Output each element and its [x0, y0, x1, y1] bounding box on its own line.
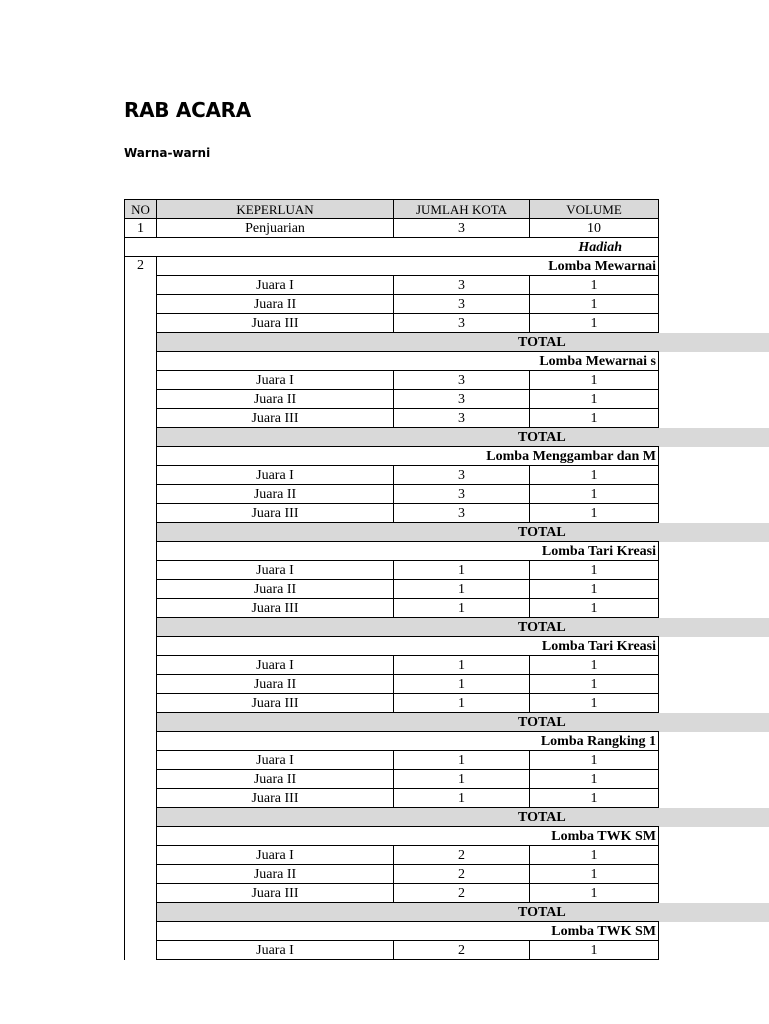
row-keperluan: Penjuarian [157, 219, 394, 238]
table-row [125, 599, 769, 618]
row-keperluan: Juara II [157, 390, 394, 409]
row-jumlah-kota: 3 [394, 219, 530, 238]
table-row [125, 314, 769, 333]
row-jumlah-kota: 3 [394, 314, 530, 333]
table-row [125, 580, 769, 599]
row-volume: 1 [530, 675, 659, 694]
row-jumlah-kota: 1 [394, 599, 530, 618]
row-volume: 1 [530, 694, 659, 713]
section-title: Lomba Mewarnai s [157, 352, 659, 371]
section-title: Lomba Tari Kreasi [157, 637, 659, 656]
table-row [125, 694, 769, 713]
row-volume: 1 [530, 941, 659, 960]
header-volume: VOLUME [530, 200, 659, 219]
row-jumlah-kota: 3 [394, 466, 530, 485]
row-keperluan: Juara I [157, 276, 394, 295]
row-keperluan: Juara I [157, 561, 394, 580]
row-jumlah-kota: 2 [394, 846, 530, 865]
section-title: Lomba TWK SM [157, 827, 659, 846]
row-volume: 1 [530, 314, 659, 333]
total-row [125, 808, 769, 827]
total-label: TOTAL [157, 428, 769, 447]
section-title-row [125, 827, 769, 846]
row-keperluan: Juara II [157, 580, 394, 599]
total-row [125, 903, 769, 922]
row-volume: 1 [530, 276, 659, 295]
row-jumlah-kota: 3 [394, 295, 530, 314]
total-label: TOTAL [157, 333, 769, 352]
section-title: Lomba Mewarnai [157, 257, 659, 276]
header-keperluan: KEPERLUAN [157, 200, 394, 219]
row-volume: 1 [530, 561, 659, 580]
row-volume: 1 [530, 751, 659, 770]
table-row [125, 751, 769, 770]
table-row [125, 390, 769, 409]
row-keperluan: Juara III [157, 314, 394, 333]
row-jumlah-kota: 1 [394, 770, 530, 789]
document-title: RAB ACARA [124, 98, 251, 122]
row-volume: 1 [530, 884, 659, 903]
row-keperluan: Juara II [157, 865, 394, 884]
table-row [125, 941, 769, 960]
row-volume: 1 [530, 789, 659, 808]
row-keperluan: Juara III [157, 504, 394, 523]
section-title-row [125, 922, 769, 941]
row-keperluan: Juara II [157, 295, 394, 314]
total-label: TOTAL [157, 713, 769, 732]
section-title: Lomba Tari Kreasi [157, 542, 659, 561]
hadiah-row [125, 238, 769, 257]
row-jumlah-kota: 1 [394, 751, 530, 770]
row-volume: 1 [530, 770, 659, 789]
total-row [125, 713, 769, 732]
total-label: TOTAL [157, 618, 769, 637]
row-keperluan: Juara III [157, 599, 394, 618]
row-no: 2 [125, 257, 157, 276]
row-jumlah-kota: 3 [394, 409, 530, 428]
row-jumlah-kota: 1 [394, 789, 530, 808]
table-row [125, 865, 769, 884]
table-row [125, 276, 769, 295]
section-title-row [125, 732, 769, 751]
row-keperluan: Juara I [157, 656, 394, 675]
total-row [125, 523, 769, 542]
row-jumlah-kota: 3 [394, 485, 530, 504]
row-volume: 1 [530, 580, 659, 599]
table-row [125, 770, 769, 789]
row-volume: 1 [530, 599, 659, 618]
hadiah-label: Hadiah [530, 238, 659, 257]
total-row [125, 333, 769, 352]
header-overflow [659, 200, 769, 219]
row-volume: 1 [530, 846, 659, 865]
row-jumlah-kota: 3 [394, 371, 530, 390]
total-label: TOTAL [157, 903, 769, 922]
row-keperluan: Juara I [157, 941, 394, 960]
total-row [125, 618, 769, 637]
section-title-row [125, 257, 769, 276]
row-jumlah-kota: 3 [394, 390, 530, 409]
section-title-row [125, 542, 769, 561]
row-volume: 1 [530, 295, 659, 314]
section-title: Lomba Menggambar dan M [157, 447, 659, 466]
row-jumlah-kota: 2 [394, 884, 530, 903]
table-row [125, 789, 769, 808]
row-no: 1 [125, 219, 157, 238]
table-row [125, 409, 769, 428]
row-volume: 1 [530, 485, 659, 504]
total-label: TOTAL [157, 523, 769, 542]
row-keperluan: Juara I [157, 846, 394, 865]
row-keperluan: Juara III [157, 409, 394, 428]
row-jumlah-kota: 2 [394, 941, 530, 960]
row-jumlah-kota: 1 [394, 675, 530, 694]
row-keperluan: Juara III [157, 789, 394, 808]
table-row [125, 675, 769, 694]
row-jumlah-kota: 1 [394, 580, 530, 599]
rab-table [124, 199, 769, 960]
rab-table-viewport [124, 199, 768, 958]
document-subtitle: Warna-warni [124, 146, 211, 160]
row-keperluan: Juara II [157, 675, 394, 694]
total-label: TOTAL [157, 808, 769, 827]
table-row [125, 504, 769, 523]
row-volume: 1 [530, 390, 659, 409]
section-title-row [125, 637, 769, 656]
row-jumlah-kota: 3 [394, 276, 530, 295]
table-row [125, 846, 769, 865]
table-row [125, 466, 769, 485]
row-keperluan: Juara II [157, 770, 394, 789]
row-volume: 1 [530, 371, 659, 390]
section-title-row [125, 352, 769, 371]
row-jumlah-kota: 1 [394, 656, 530, 675]
row-volume: 1 [530, 865, 659, 884]
table-row [125, 219, 769, 238]
table-row [125, 295, 769, 314]
row-keperluan: Juara II [157, 485, 394, 504]
row-jumlah-kota: 1 [394, 561, 530, 580]
row-keperluan: Juara I [157, 371, 394, 390]
table-row [125, 485, 769, 504]
table-row [125, 371, 769, 390]
row-volume: 1 [530, 656, 659, 675]
row-keperluan: Juara III [157, 694, 394, 713]
row-volume: 1 [530, 466, 659, 485]
row-jumlah-kota: 1 [394, 694, 530, 713]
row-jumlah-kota: 3 [394, 504, 530, 523]
row-keperluan: Juara I [157, 751, 394, 770]
total-row [125, 428, 769, 447]
table-row [125, 884, 769, 903]
row-volume: 1 [530, 409, 659, 428]
section-title: Lomba Rangking 1 [157, 732, 659, 751]
table-row [125, 656, 769, 675]
row-jumlah-kota: 2 [394, 865, 530, 884]
row-keperluan: Juara I [157, 466, 394, 485]
table-header-row [125, 200, 769, 219]
row-volume: 10 [530, 219, 659, 238]
section-title-row [125, 447, 769, 466]
header-no: NO [125, 200, 157, 219]
header-jumlah-kota: JUMLAH KOTA [394, 200, 530, 219]
row-volume: 1 [530, 504, 659, 523]
table-row [125, 561, 769, 580]
row-keperluan: Juara III [157, 884, 394, 903]
section-title: Lomba TWK SM [157, 922, 659, 941]
